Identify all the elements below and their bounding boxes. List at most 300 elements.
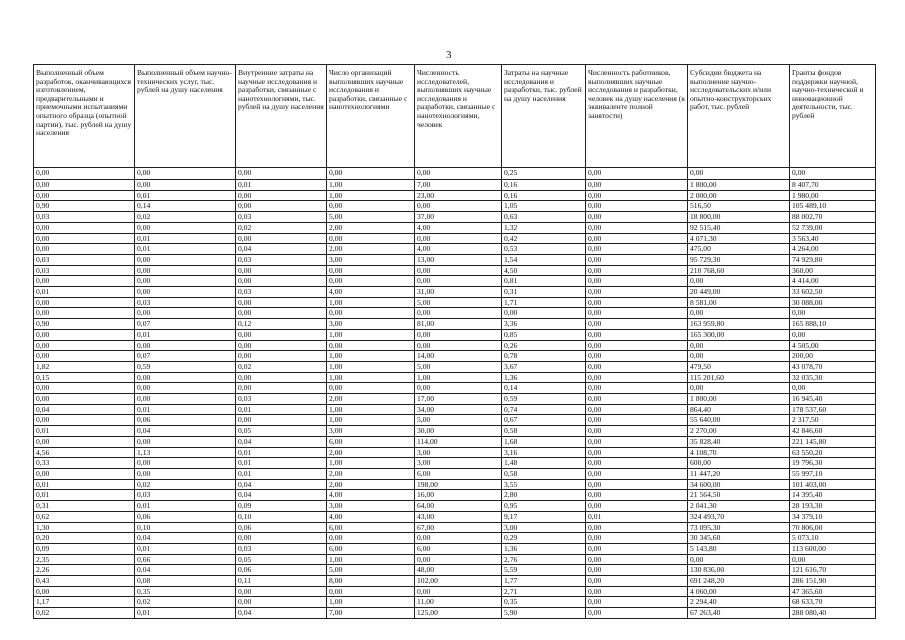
table-cell: 0,16: [502, 180, 586, 191]
table-cell: 115 201,60: [688, 372, 790, 383]
table-cell: 0,00: [790, 308, 876, 319]
table-cell: 32 035,30: [790, 372, 876, 383]
table-row: [34, 543, 876, 554]
table-cell: 0,00: [135, 276, 236, 287]
table-cell: 0,01: [236, 468, 327, 479]
table-cell: 165 888,10: [790, 319, 876, 330]
table-cell: 0,00: [586, 190, 688, 201]
table-cell: 0,14: [135, 201, 236, 212]
table-cell: 0,00: [586, 394, 688, 405]
table-row: [34, 586, 876, 597]
table-cell: 0,00: [586, 436, 688, 447]
table-cell: 0,00: [586, 415, 688, 426]
table-cell: 0,02: [236, 222, 327, 233]
table-cell: 1,30: [34, 522, 135, 533]
table-cell: 0,03: [236, 394, 327, 405]
table-cell: 5 073,10: [790, 533, 876, 544]
table-row: [34, 490, 876, 501]
table-cell: 691 248,20: [688, 576, 790, 587]
table-row: [34, 383, 876, 394]
table-cell: 30,00: [415, 426, 502, 437]
table-cell: 0,00: [135, 468, 236, 479]
table-cell: 0,00: [586, 297, 688, 308]
table-cell: 288 080,40: [790, 608, 876, 619]
table-cell: 3,16: [502, 447, 586, 458]
table-cell: 2 317,50: [790, 415, 876, 426]
table-cell: 0,01: [34, 490, 135, 501]
table-cell: 0,00: [236, 586, 327, 597]
column-header-7: Численность работников, выполнявших научные исследования и разработки, человек на душу населения (в эквиваленте полной занятости): [586, 65, 688, 168]
table-cell: 600,00: [688, 458, 790, 469]
table-cell: 4,56: [34, 447, 135, 458]
table-cell: 5,00: [415, 297, 502, 308]
statistics-table: [33, 64, 876, 619]
table-cell: 2 270,00: [688, 426, 790, 437]
table-row: [34, 361, 876, 372]
table-cell: 0,00: [790, 329, 876, 340]
table-cell: 0,02: [135, 597, 236, 608]
table-cell: 0,00: [135, 222, 236, 233]
table-cell: 34 379,10: [790, 511, 876, 522]
table-cell: 0,00: [415, 308, 502, 319]
table-cell: 0,00: [586, 404, 688, 415]
table-row: [34, 351, 876, 362]
table-cell: 4 060,00: [688, 586, 790, 597]
table-cell: 163 959,80: [688, 319, 790, 330]
table-cell: 0,00: [415, 276, 502, 287]
table-cell: 0,00: [34, 351, 135, 362]
table-cell: 6,00: [415, 543, 502, 554]
table-cell: 0,95: [502, 501, 586, 512]
table-cell: 0,00: [236, 308, 327, 319]
table-row: [34, 608, 876, 619]
table-cell: 0,00: [586, 244, 688, 255]
table-cell: 1,71: [502, 297, 586, 308]
table-cell: 0,05: [236, 426, 327, 437]
table-cell: 0,00: [586, 565, 688, 576]
table-cell: 5,59: [502, 565, 586, 576]
table-cell: 0,00: [586, 222, 688, 233]
table-cell: 0,90: [34, 201, 135, 212]
table-cell: 0,00: [327, 533, 415, 544]
table-row: [34, 565, 876, 576]
table-cell: 8 407,70: [790, 180, 876, 191]
table-cell: 4,00: [415, 244, 502, 255]
table-row: [34, 533, 876, 544]
table-cell: 0,33: [34, 458, 135, 469]
table-cell: 2,00: [327, 447, 415, 458]
table-cell: 0,00: [135, 436, 236, 447]
table-cell: 0,00: [586, 501, 688, 512]
table-cell: 0,00: [586, 576, 688, 587]
table-cell: 0,78: [502, 351, 586, 362]
table-row: [34, 297, 876, 308]
table-cell: 2,26: [34, 565, 135, 576]
table-cell: 30 088,00: [790, 297, 876, 308]
table-cell: 3,36: [502, 319, 586, 330]
table-cell: 3,67: [502, 361, 586, 372]
table-cell: 0,67: [502, 415, 586, 426]
table-cell: 0,00: [415, 233, 502, 244]
table-cell: 0,02: [236, 361, 327, 372]
table-cell: 0,01: [135, 190, 236, 201]
table-cell: 221 145,80: [790, 436, 876, 447]
table-row: [34, 319, 876, 330]
table-cell: 0,00: [415, 168, 502, 180]
table-cell: 0,00: [327, 308, 415, 319]
table-cell: 113 600,00: [790, 543, 876, 554]
table-cell: 4,00: [327, 490, 415, 501]
table-row: [34, 511, 876, 522]
table-cell: 479,50: [688, 361, 790, 372]
table-row: [34, 244, 876, 255]
table-cell: 19 796,30: [790, 458, 876, 469]
table-cell: 0,00: [586, 233, 688, 244]
table-cell: 0,00: [236, 533, 327, 544]
table-cell: 0,04: [236, 244, 327, 255]
table-cell: 0,00: [586, 265, 688, 276]
table-cell: 92 515,40: [688, 222, 790, 233]
table-cell: 0,02: [34, 608, 135, 619]
table-cell: 0,01: [135, 608, 236, 619]
table-cell: 11 447,20: [688, 468, 790, 479]
table-cell: 30 345,60: [688, 533, 790, 544]
table-cell: 0,03: [236, 212, 327, 223]
table-cell: 0,00: [586, 180, 688, 191]
table-cell: 8,00: [327, 576, 415, 587]
table-cell: 0,03: [34, 254, 135, 265]
table-row: [34, 201, 876, 212]
table-cell: 0,00: [586, 597, 688, 608]
table-cell: 4 071,30: [688, 233, 790, 244]
table-cell: 0,00: [236, 329, 327, 340]
table-cell: 16,00: [415, 490, 502, 501]
table-row: [34, 212, 876, 223]
table-cell: 0,00: [34, 180, 135, 191]
table-cell: 21 564,50: [688, 490, 790, 501]
table-cell: 0,00: [790, 168, 876, 180]
table-cell: 0,00: [586, 276, 688, 287]
table-cell: 516,50: [688, 201, 790, 212]
table-cell: 0,00: [586, 212, 688, 223]
table-cell: 0,81: [502, 276, 586, 287]
table-cell: 0,14: [502, 383, 586, 394]
table-cell: 0,01: [135, 244, 236, 255]
table-cell: 34 600,00: [688, 479, 790, 490]
table-row: [34, 404, 876, 415]
table-cell: 0,00: [34, 340, 135, 351]
table-cell: 0,26: [502, 340, 586, 351]
table-cell: 2 294,40: [688, 597, 790, 608]
table-cell: 47 365,60: [790, 586, 876, 597]
table-cell: 4,00: [327, 511, 415, 522]
table-cell: 0,00: [236, 351, 327, 362]
table-cell: 0,25: [502, 168, 586, 180]
table-cell: 43,00: [415, 511, 502, 522]
table-cell: 16 945,40: [790, 394, 876, 405]
table-cell: 0,00: [586, 287, 688, 298]
table-row: [34, 576, 876, 587]
table-cell: 864,40: [688, 404, 790, 415]
column-header-9: Гранты фондов поддержки научной, научно-технической и инновационной деятельности, тыс. рублей: [790, 65, 876, 168]
table-cell: 7,00: [327, 608, 415, 619]
table-cell: 1,00: [327, 351, 415, 362]
table-cell: 0,00: [502, 308, 586, 319]
table-cell: 0,00: [586, 308, 688, 319]
table-cell: 7,00: [415, 180, 502, 191]
table-cell: 35 828,40: [688, 436, 790, 447]
table-cell: 20 449,00: [688, 287, 790, 298]
table-cell: 4,50: [502, 265, 586, 276]
table-cell: 0,08: [135, 576, 236, 587]
table-cell: 0,00: [236, 297, 327, 308]
table-row: [34, 190, 876, 201]
table-cell: 4 264,00: [790, 244, 876, 255]
table-cell: 5,00: [327, 565, 415, 576]
table-cell: 0,01: [34, 287, 135, 298]
table-cell: 88 002,70: [790, 212, 876, 223]
table-cell: 0,59: [502, 394, 586, 405]
table-row: [34, 501, 876, 512]
table-cell: 0,00: [135, 168, 236, 180]
table-cell: 1,00: [327, 361, 415, 372]
table-cell: 55 640,00: [688, 415, 790, 426]
table-cell: 0,00: [327, 265, 415, 276]
table-cell: 0,00: [236, 383, 327, 394]
table-cell: 17,00: [415, 394, 502, 405]
table-cell: 0,00: [327, 340, 415, 351]
table-cell: 0,00: [415, 201, 502, 212]
table-cell: 0,00: [586, 372, 688, 383]
table-row: [34, 372, 876, 383]
table-cell: 1,00: [327, 372, 415, 383]
table-body: [34, 168, 876, 619]
table-cell: 0,00: [415, 329, 502, 340]
table-cell: 1,17: [34, 597, 135, 608]
table-cell: 0,00: [135, 383, 236, 394]
column-header-6: Затраты на научные исследования и разработки, тыс. рублей на душу населения: [502, 65, 586, 168]
table-cell: 2,00: [327, 468, 415, 479]
table-cell: 0,00: [34, 233, 135, 244]
table-cell: 0,00: [327, 276, 415, 287]
table-cell: 3,00: [327, 501, 415, 512]
table-cell: 5,00: [415, 361, 502, 372]
table-cell: 6,00: [415, 468, 502, 479]
table-cell: 0,05: [236, 554, 327, 565]
table-cell: 0,00: [34, 168, 135, 180]
table-cell: 165 300,00: [688, 329, 790, 340]
table-cell: 33 602,50: [790, 287, 876, 298]
table-cell: 0,00: [586, 533, 688, 544]
table-row: [34, 415, 876, 426]
table-cell: 5,00: [327, 212, 415, 223]
table-row: [34, 276, 876, 287]
table-row: [34, 597, 876, 608]
table-cell: 1,05: [502, 201, 586, 212]
column-header-1: Выполненный объем разработок, оканчивающихся изготовлением, предварительными и приемочными испытаниями опытного образца (опытной партии), тыс. рублей на душу населения: [34, 65, 135, 168]
table-cell: 178 537,60: [790, 404, 876, 415]
table-cell: 67,00: [415, 522, 502, 533]
table-cell: 114,00: [415, 436, 502, 447]
table-cell: 0,00: [236, 233, 327, 244]
table-cell: 6,00: [327, 436, 415, 447]
table-cell: 6,00: [327, 543, 415, 554]
table-cell: 0,00: [688, 351, 790, 362]
table-cell: 14 395,40: [790, 490, 876, 501]
table-cell: 0,53: [502, 244, 586, 255]
table-row: [34, 287, 876, 298]
table-cell: 0,00: [586, 608, 688, 619]
table-cell: 0,03: [236, 543, 327, 554]
table-cell: 1,00: [415, 372, 502, 383]
table-cell: 286 151,90: [790, 576, 876, 587]
table-cell: 1,36: [502, 543, 586, 554]
table-cell: 0,00: [236, 415, 327, 426]
table-cell: 0,00: [586, 254, 688, 265]
table-cell: 0,04: [236, 436, 327, 447]
table-cell: 1,00: [327, 329, 415, 340]
table-cell: 3,55: [502, 479, 586, 490]
table-cell: 101 403,00: [790, 479, 876, 490]
table-cell: 0,63: [502, 212, 586, 223]
table-cell: 0,00: [586, 490, 688, 501]
table-cell: 28 193,30: [790, 501, 876, 512]
table-cell: 0,00: [236, 201, 327, 212]
table-header-row: [34, 65, 876, 168]
table-cell: 0,62: [34, 511, 135, 522]
table-row: [34, 308, 876, 319]
table-cell: 0,00: [135, 372, 236, 383]
table-row: [34, 436, 876, 447]
table-cell: 0,01: [135, 329, 236, 340]
table-cell: 1,13: [135, 447, 236, 458]
table-cell: 0,04: [34, 404, 135, 415]
table-cell: 2,76: [502, 554, 586, 565]
table-cell: 0,00: [327, 586, 415, 597]
table-cell: 0,04: [236, 479, 327, 490]
column-header-2: Выполненный объем научно-технических услуг, тыс. рублей на душу населения: [135, 65, 236, 168]
table-cell: 3,00: [502, 522, 586, 533]
table-cell: 81,00: [415, 319, 502, 330]
table-cell: 0,00: [34, 308, 135, 319]
table-cell: 0,01: [34, 479, 135, 490]
table-cell: 74 929,80: [790, 254, 876, 265]
table-row: [34, 329, 876, 340]
table-cell: 0,11: [236, 576, 327, 587]
table-cell: 0,00: [586, 586, 688, 597]
table-row: [34, 222, 876, 233]
table-row: [34, 180, 876, 191]
table-row: [34, 447, 876, 458]
table-cell: 0,00: [586, 447, 688, 458]
table-cell: 43 078,70: [790, 361, 876, 372]
table-cell: 3,00: [415, 447, 502, 458]
table-cell: 3,00: [327, 426, 415, 437]
table-cell: 0,00: [327, 383, 415, 394]
table-row: [34, 394, 876, 405]
table-cell: 3,00: [327, 254, 415, 265]
table-cell: 2,00: [327, 394, 415, 405]
table-cell: 210 768,60: [688, 265, 790, 276]
table-cell: 13,00: [415, 254, 502, 265]
column-header-5: Численность исследователей, выполнявших научные исследования и разработки, связанные с нанотехнологиями, человек: [415, 65, 502, 168]
table-cell: 0,00: [790, 554, 876, 565]
table-cell: 2,00: [327, 479, 415, 490]
table-cell: 0,00: [34, 468, 135, 479]
table-cell: 73 095,30: [688, 522, 790, 533]
table-cell: 1,32: [502, 222, 586, 233]
table-cell: 4 414,00: [790, 276, 876, 287]
table-cell: 0,10: [236, 511, 327, 522]
table-cell: 0,00: [34, 244, 135, 255]
table-cell: 0,03: [34, 212, 135, 223]
table-cell: 0,01: [34, 426, 135, 437]
table-cell: 0,01: [135, 543, 236, 554]
table-cell: 0,00: [34, 383, 135, 394]
table-cell: 0,00: [415, 265, 502, 276]
table-cell: 0,00: [586, 168, 688, 180]
table-cell: 37,00: [415, 212, 502, 223]
table-cell: 0,31: [502, 287, 586, 298]
table-row: [34, 468, 876, 479]
table-cell: 0,00: [236, 597, 327, 608]
table-cell: 0,04: [135, 426, 236, 437]
table-cell: 0,01: [586, 511, 688, 522]
table-cell: 1,00: [327, 180, 415, 191]
table-cell: 0,00: [34, 297, 135, 308]
table-cell: 0,03: [135, 490, 236, 501]
table-cell: 0,00: [135, 308, 236, 319]
table-cell: 324 493,70: [688, 511, 790, 522]
table-cell: 5 143,80: [688, 543, 790, 554]
table-cell: 4,00: [327, 287, 415, 298]
table-cell: 0,01: [236, 447, 327, 458]
column-header-8: Субсидии бюджета на выполнение научно-исследовательских и/или опытно-конструкторских работ, тыс. рублей: [688, 65, 790, 168]
table-cell: 0,00: [415, 340, 502, 351]
table-cell: 0,66: [135, 554, 236, 565]
table-row: [34, 233, 876, 244]
table-cell: 0,00: [34, 436, 135, 447]
table-cell: 0,58: [502, 426, 586, 437]
table-cell: 0,00: [34, 415, 135, 426]
table-cell: 0,85: [502, 329, 586, 340]
column-header-3: Внутренние затраты на научные исследования и разработки, связанные с нанотехнологиями, тыс. рублей на душу населения: [236, 65, 327, 168]
table-cell: 0,00: [135, 180, 236, 191]
table-cell: 0,74: [502, 404, 586, 415]
table-cell: 0,00: [415, 383, 502, 394]
table-cell: 0,12: [236, 319, 327, 330]
table-cell: 6,00: [327, 522, 415, 533]
table-cell: 0,06: [236, 565, 327, 576]
table-cell: 0,00: [135, 254, 236, 265]
page-number: 3: [446, 49, 452, 61]
table-cell: 2,35: [34, 554, 135, 565]
table-cell: 0,00: [688, 554, 790, 565]
table-cell: 2,80: [502, 490, 586, 501]
table-cell: 0,35: [135, 586, 236, 597]
table-cell: 360,00: [790, 265, 876, 276]
table-cell: 1,48: [502, 458, 586, 469]
table-cell: 1,00: [327, 190, 415, 201]
table-row: [34, 340, 876, 351]
table-cell: 0,00: [586, 458, 688, 469]
table-cell: 0,31: [34, 501, 135, 512]
table-cell: 125,00: [415, 608, 502, 619]
table-cell: 2,00: [327, 244, 415, 255]
table-row: [34, 522, 876, 533]
table-cell: 0,00: [327, 168, 415, 180]
table-cell: 0,03: [135, 297, 236, 308]
